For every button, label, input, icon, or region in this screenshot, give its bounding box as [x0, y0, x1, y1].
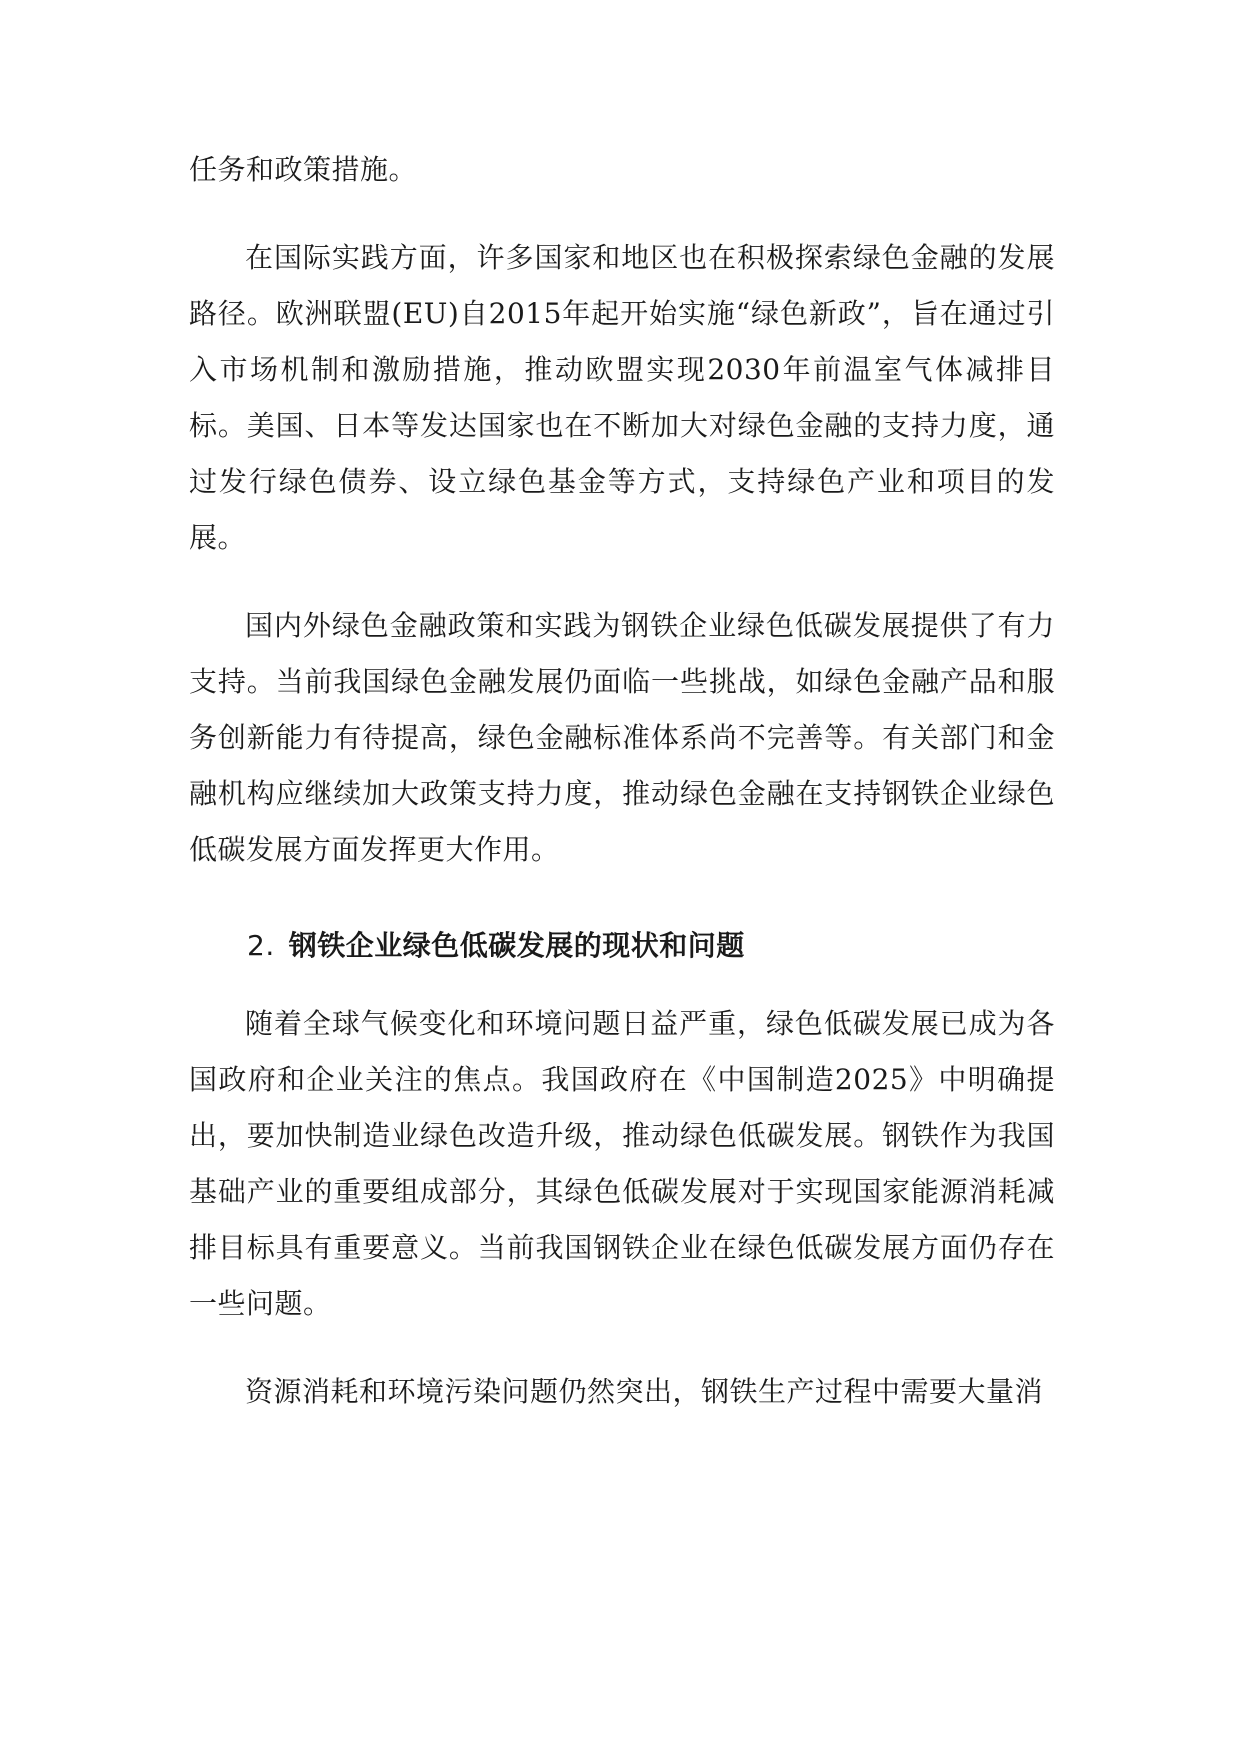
- section-title: 钢铁企业绿色低碳发展的现状和问题: [288, 929, 745, 962]
- section-heading: [189, 918, 1055, 974]
- paragraph-resource-consumption: 资源消耗和环境污染问题仍然突出，钢铁生产过程中需要大量消: [245, 1375, 1044, 1408]
- paragraph-international-practice: 在国际实践方面，许多国家和地区也在积极探索绿色金融的发展路径。欧洲联盟(EU)自2015年起开始实施“绿色新政”，旨在通过引入市场机制和激励措施，推动欧盟实现2030年前温室气体减排目标。美国、日本等发达国家也在不断加大对绿色金融的支持力度，通过发行绿色债券、设立绿色基金等方式，支持绿色产业和项目的发展。: [189, 241, 1055, 554]
- paragraph-domestic-support: 国内外绿色金融政策和实践为钢铁企业绿色低碳发展提供了有力支持。当前我国绿色金融发展仍面临一些挑战，如绿色金融产品和服务创新能力有待提高，绿色金融标准体系尚不完善等。有关部门和金融机构应继续加大政策支持力度，推动绿色金融在支持钢铁企业绿色低碳发展方面发挥更大作用。: [189, 609, 1055, 866]
- paragraph-continued: 任务和政策措施。: [189, 153, 418, 186]
- document-page: [189, 142, 1055, 1452]
- section-number: 2.: [247, 929, 275, 962]
- paragraph-current-status: 随着全球气候变化和环境问题日益严重，绿色低碳发展已成为各国政府和企业关注的焦点。我国政府在《中国制造2025》中明确提出，要加快制造业绿色改造升级，推动绿色低碳发展。钢铁作为我国基础产业的重要组成部分，其绿色低碳发展对于实现国家能源消耗减排目标具有重要意义。当前我国钢铁企业在绿色低碳发展方面仍存在一些问题。: [189, 1007, 1055, 1320]
